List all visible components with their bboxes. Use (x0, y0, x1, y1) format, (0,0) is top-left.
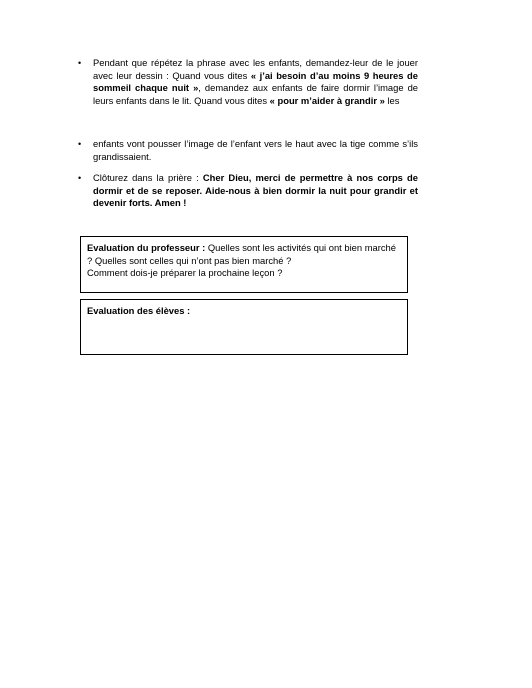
text-run-bold: Cher Dieu, merci de permettre à nos corps de dormir et de se reposer. Aide-nous à bien dormir la nuit pour grandir et devenir forts. Amen ! (93, 172, 418, 209)
bullet-text (93, 57, 418, 107)
teacher-evaluation-next-lesson: Comment dois-je préparer la prochaine leçon ? (87, 267, 283, 279)
bullet-icon: • (78, 173, 82, 183)
text-run-bold: « j’ai besoin d’au moins 9 heures de sommeil chaque nuit » (93, 69, 418, 94)
bullet-item-roleplay (78, 57, 418, 107)
bullet-item-prayer (78, 172, 418, 210)
bullet-text (93, 172, 418, 210)
text-run: les (384, 94, 400, 106)
bullet-text: enfants vont pousser l’image de l’enfant vers le haut avec la tige comme s’ils grandissaient. (93, 138, 418, 162)
teacher-evaluation-questions: Quelles sont les activités qui ont bien marché ? Quelles sont celles qui n’ont pas bien marché ? (87, 242, 396, 266)
text-run: , demandez aux enfants de faire dormir l’image de leurs enfants dans le lit. Quand vous dites (93, 82, 418, 106)
text-run-bold: « pour m’aider à grandir » (269, 94, 385, 106)
text-run: Clôturez dans la prière : (93, 172, 203, 183)
bullet-item-push-up (78, 138, 418, 163)
teacher-evaluation-label: Evaluation du professeur : (87, 242, 206, 253)
student-evaluation-label: Evaluation des élèves : (87, 305, 191, 316)
teacher-evaluation-box (80, 236, 408, 293)
text-run: Pendant que répétez la phrase avec les enfants, demandez-leur de le jouer avec leur dessin : Quand vous dites (93, 57, 418, 81)
bullet-icon: • (78, 139, 82, 149)
student-evaluation-box (80, 299, 408, 355)
bullet-icon: • (78, 58, 82, 68)
